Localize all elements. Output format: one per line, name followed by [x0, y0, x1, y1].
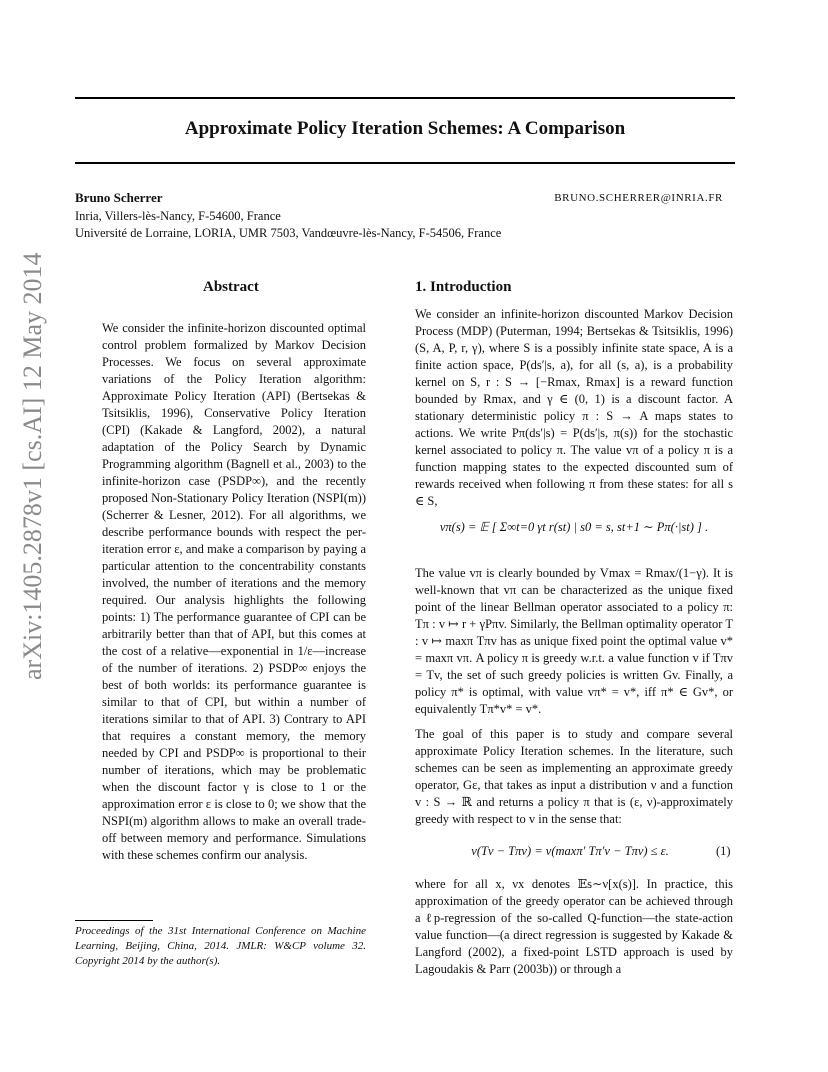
arxiv-stamp: arXiv:1405.2878v1 [cs.AI] 12 May 2014	[18, 252, 47, 680]
affiliation-1: Inria, Villers-lès-Nancy, F-54600, France	[75, 209, 281, 223]
intro-paragraph-1: We consider an infinite-horizon discounted Markov Decision Process (MDP) (Puterman, 1994; Bertsekas & Tsitsiklis, 1996) (S, A, P, r, γ), where S is a possibly infinite state space, A is a finite action space, P(ds′|s, a), for all (s, a), is a probability kernel on S, r : S → [−Rmax, Rmax] is a reward function bounded by Rmax, and γ ∈ (0, 1) is a discount factor. A stationary deterministic policy π : S → A maps states to actions. We write Pπ(ds′|s) = P(ds′|s, π(s)) for the stochastic kernel associated to policy π. The value vπ of a policy π is a function mapping states to the expected discounted sum of rewards received when following π from these states: for all s ∈ S,	[415, 307, 733, 508]
abstract-text: We consider the infinite-horizon discounted optimal control problem formalized by Markov Decision Processes. We focus on several approximate variations of the Policy Iteration algorithm: Approximate Policy Iteration (API) (Bertsekas & Tsitsiklis, 1996), Conservative Policy Iteration (CPI) (Kakade & Langford, 2002), a natural adaptation of the Policy Search by Dynamic Programming algorithm (Bagnell et al., 2003) to the infinite-horizon case (PSDP∞), and the recently proposed Non-Stationary Policy Iteration (NSPI(m)) (Scherrer & Lesner, 2012). For all algorithms, we describe performance bounds with respect the per-iteration error ε, and make a comparison by paying a particular attention to the concentrability constants involved, the number of iterations and the memory required. Our analysis highlights the following points: 1) The performance guarantee of CPI can be arbitrarily better than that of API, but this comes at the cost of a relative—exponential in 1/ε—increase of the number of iterations. 2) PSDP∞ enjoys the best of both worlds: its performance guarantee is similar to that of CPI, but within a number of iterations similar to that of API. 3) Contrary to API that requires a constant memory, the memory needed by CPI and PSDP∞ is proportional to their number of iterations, which may be problematic when the discount factor γ is close to 1 or the approximation error ε is close to 0; we show that the NSPI(m) algorithm allows to make an overall trade-off between memory and performance. Simulations with these schemes confirm our analysis.	[102, 321, 366, 862]
intro-paragraph-3: The goal of this paper is to study and compare several approximate Policy Iteration schemes. In the literature, such schemes can be seen as implementing an approximate greedy operator, Gε, that takes as input a distribution ν and a function v : S → ℝ and returns a policy π that is (ε, ν)-approximately greedy with respect to v in the sense that:	[415, 727, 733, 826]
intro-body	[415, 306, 733, 518]
intro-body-3	[415, 876, 733, 986]
paper-title: Approximate Policy Iteration Schemes: A Comparison	[184, 118, 626, 139]
intro-body-2	[415, 565, 733, 836]
affiliation-2: Université de Lorraine, LORIA, UMR 7503, Vandœuvre-lès-Nancy, F-54506, France	[75, 226, 502, 240]
value-equation: vπ(s) = 𝔼 [ Σ∞t=0 γt r(st) | s0 = s, st+1 ∼ Pπ(·|st) ] .	[439, 520, 709, 534]
footnote-rule	[75, 920, 153, 921]
title-rule	[75, 162, 735, 164]
top-rule	[75, 97, 735, 99]
abstract-body	[102, 320, 366, 872]
equation-number-1: (1)	[716, 844, 731, 858]
intro-paragraph-4: where for all x, νx denotes 𝔼s∼ν[x(s)]. In practice, this approximation of the greedy operator can be achieved through a ℓp-regression of the so-called Q-function—the state-action value function—(a direct regression is suggested by Kakade & Langford (2002), a fixed-point LSTD approach is used by Lagoudakis & Parr (2003b)) or through a	[415, 877, 733, 976]
author-name: Bruno Scherrer	[75, 190, 163, 205]
intro-paragraph-2: The value vπ is clearly bounded by Vmax = Rmax/(1−γ). It is well-known that vπ can be characterized as the unique fixed point of the linear Bellman operator associated to a policy π: Tπ : v ↦ r + γPπv. Similarly, the Bellman optimality operator T : v ↦ maxπ Tπv has as unique fixed point the optimal value v* = maxπ vπ. A policy π is greedy w.r.t. a value function v if Tπv = Tv, the set of such greedy policies is written Gv. Finally, a policy π* is optimal, with value vπ* = v*, iff π* ∈ Gv*, or equivalently Tπ*v* = v*.	[415, 566, 733, 716]
greedy-equation: ν(Tv − Tπv) = ν(maxπ′ Tπ′v − Tπv) ≤ ε.	[471, 844, 669, 858]
footnote: Proceedings of the 31st International Conference on Machine Learning, Beijing, China, 2014. JMLR: W&CP volume 32. Copyright 2014 by the author(s).	[75, 925, 366, 967]
intro-heading: 1. Introduction	[415, 279, 512, 295]
author-email[interactable]: BRUNO.SCHERRER@INRIA.FR	[554, 192, 723, 204]
abstract-heading: Abstract	[203, 279, 259, 295]
